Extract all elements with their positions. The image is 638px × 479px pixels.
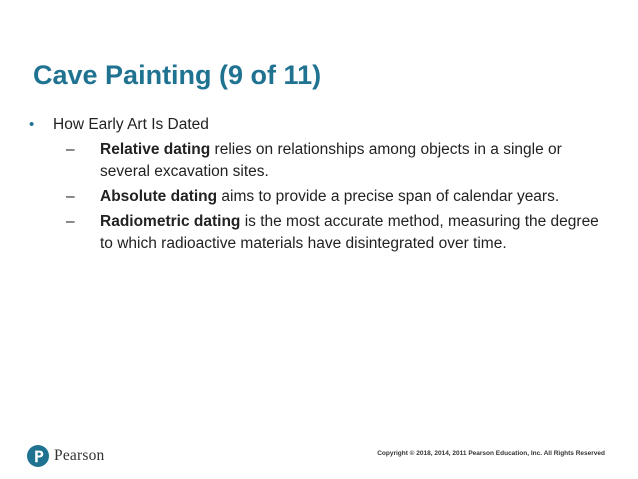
slide-body [29, 114, 609, 258]
term-radiometric-dating: Radiometric dating [100, 213, 241, 230]
definition-radiometric-dating: is the most accurate method, measuring the degree to which radioactive materials have disintegrated over time. [100, 213, 599, 252]
term-absolute-dating: Absolute dating [100, 188, 218, 205]
pearson-wordmark: Pearson [54, 447, 105, 464]
bullet-marker: • [29, 116, 35, 133]
sub-list [53, 139, 609, 255]
dash-marker: – [66, 213, 75, 230]
pearson-logo [27, 445, 104, 467]
sub-item-radiometric-dating [53, 211, 608, 255]
dash-marker: – [66, 141, 75, 158]
definition-absolute-dating: aims to provide a precise span of calendar years. [217, 188, 560, 205]
bullet-item [29, 114, 609, 255]
definition-relative-dating: relies on relationships among objects in a single or several excavation sites. [100, 141, 562, 180]
pearson-p-icon [27, 445, 49, 467]
term-relative-dating: Relative dating [100, 141, 211, 158]
dash-marker: – [66, 188, 75, 205]
sub-item-relative-dating [53, 139, 608, 183]
sub-item-absolute-dating [53, 186, 608, 208]
copyright-notice: Copyright © 2018, 2014, 2011 Pearson Education, Inc. All Rights Reserved [377, 450, 605, 457]
bullet-text: How Early Art Is Dated [53, 116, 209, 133]
slide-title: Cave Painting (9 of 11) [33, 60, 322, 90]
